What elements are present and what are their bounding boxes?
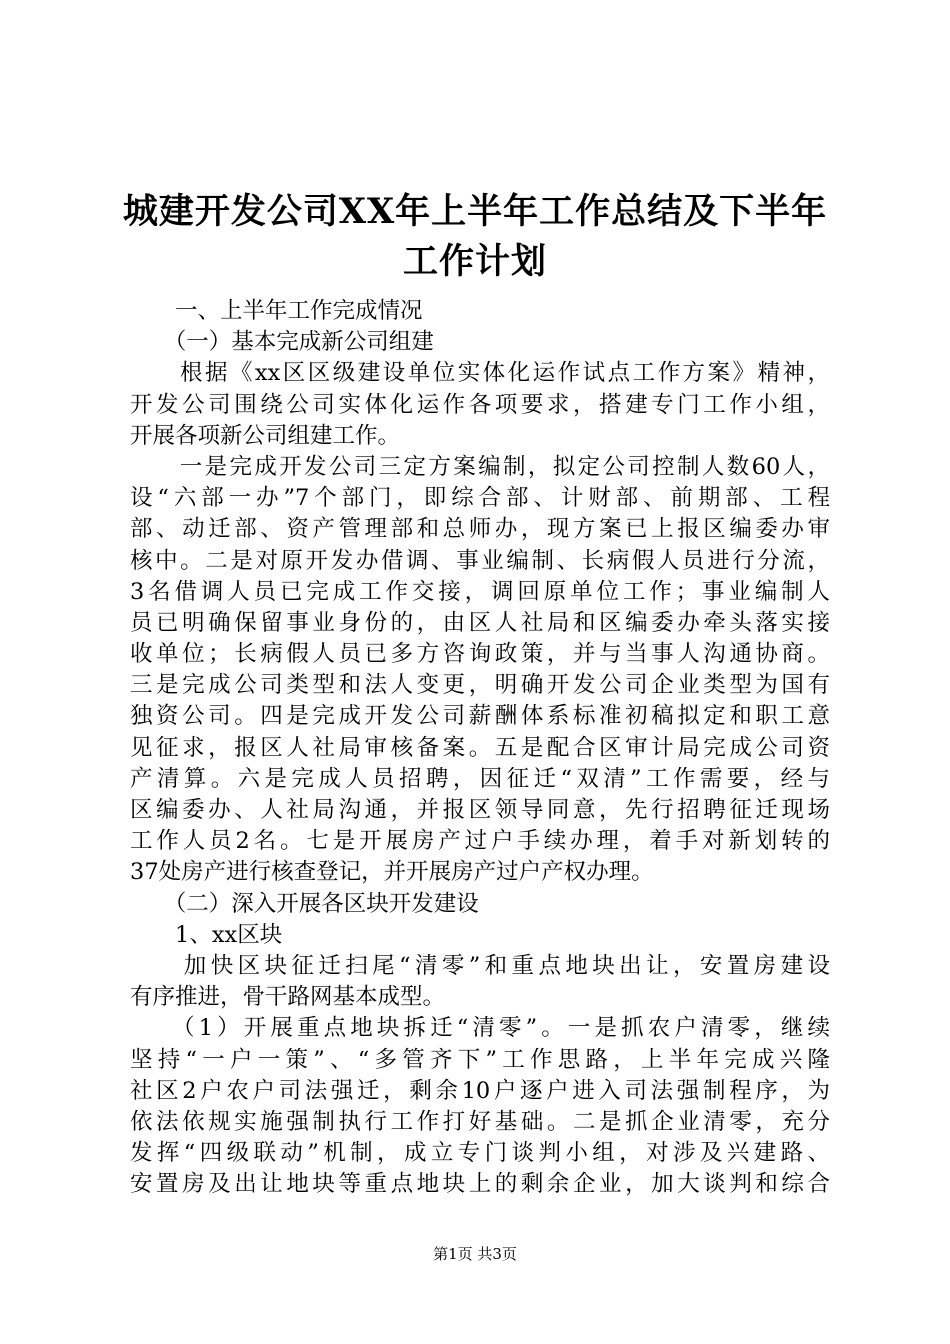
body-line: 依法依规实施强制执行工作打好基础。二是抓企业清零，充分: [130, 1108, 830, 1135]
body-line: 社区2户农户司法强迁，剩余10户逐户进入司法强制程序，为: [130, 1077, 830, 1104]
body-line: （二）深入开展各区块开发建设: [130, 890, 479, 917]
body-line: 开展各项新公司组建工作。: [130, 422, 401, 449]
body-line: （1）开展重点地块拆迁“清零”。一是抓农户清零，继续: [130, 1015, 830, 1042]
body-line: 开发公司围绕公司实体化运作各项要求，搭建专门工作小组，: [130, 391, 830, 418]
body-line: 设“六部一办”7个部门，即综合部、计财部、前期部、工程: [130, 485, 830, 512]
body-line: 发挥“四级联动”机制，成立专门谈判小组，对涉及兴建路、: [130, 1140, 830, 1167]
body-line: 三是完成公司类型和法人变更，明确开发公司企业类型为国有: [130, 672, 830, 699]
page-footer: 第1页 共3页: [433, 1245, 517, 1263]
body-line: 一是完成开发公司三定方案编制，拟定公司控制人数60人，: [130, 453, 830, 480]
body-line: 工作人员2名。七是开展房产过户手续办理，着手对新划转的: [130, 828, 830, 855]
body-line: 独资公司。四是完成开发公司薪酬体系标准初稿拟定和职工意: [130, 703, 830, 730]
body-line: 员已明确保留事业身份的，由区人社局和区编委办牵头落实接: [130, 609, 830, 636]
body-line: 一、上半年工作完成情况: [130, 298, 423, 324]
body-line: 收单位；长病假人员已多方咨询政策，并与当事人沟通协商。: [130, 641, 830, 668]
body-line: 坚持“一户一策”、“多管齐下”工作思路，上半年完成兴隆: [130, 1046, 830, 1073]
body-line: 根据《xx区区级建设单位实体化运作试点工作方案》精神，: [130, 360, 830, 387]
body-line: 37处房产进行核查登记，并开展房产过户产权办理。: [130, 859, 654, 886]
body-line: 3名借调人员已完成工作交接，调回原单位工作；事业编制人: [130, 578, 830, 605]
document-title-line-1: 城建开发公司XX年上半年工作总结及下半年: [122, 191, 828, 232]
body-line: 见征求，报区人社局审核备案。五是配合区审计局完成公司资: [130, 734, 830, 761]
body-line: 部、动迁部、资产管理部和总师办，现方案已上报区编委办审: [130, 516, 830, 543]
document-body: [130, 296, 830, 1200]
body-line: 安置房及出让地块等重点地块上的剩余企业，加大谈判和综合: [130, 1171, 830, 1198]
body-line: 区编委办、人社局沟通，并报区领导同意，先行招聘征迁现场: [130, 797, 830, 823]
document-title-line-2: 工作计划: [402, 241, 547, 282]
body-line: 产清算。六是完成人员招聘，因征迁“双清”工作需要，经与: [130, 765, 830, 792]
body-line: 核中。二是对原开发办借调、事业编制、长病假人员进行分流，: [130, 547, 830, 574]
body-line: 加快区块征迁扫尾“清零”和重点地块出让，安置房建设: [130, 952, 830, 979]
body-line: 1、xx区块: [130, 921, 283, 948]
body-line: 有序推进，骨干路网基本成型。: [130, 984, 446, 1011]
body-line: （一）基本完成新公司组建: [130, 329, 434, 356]
